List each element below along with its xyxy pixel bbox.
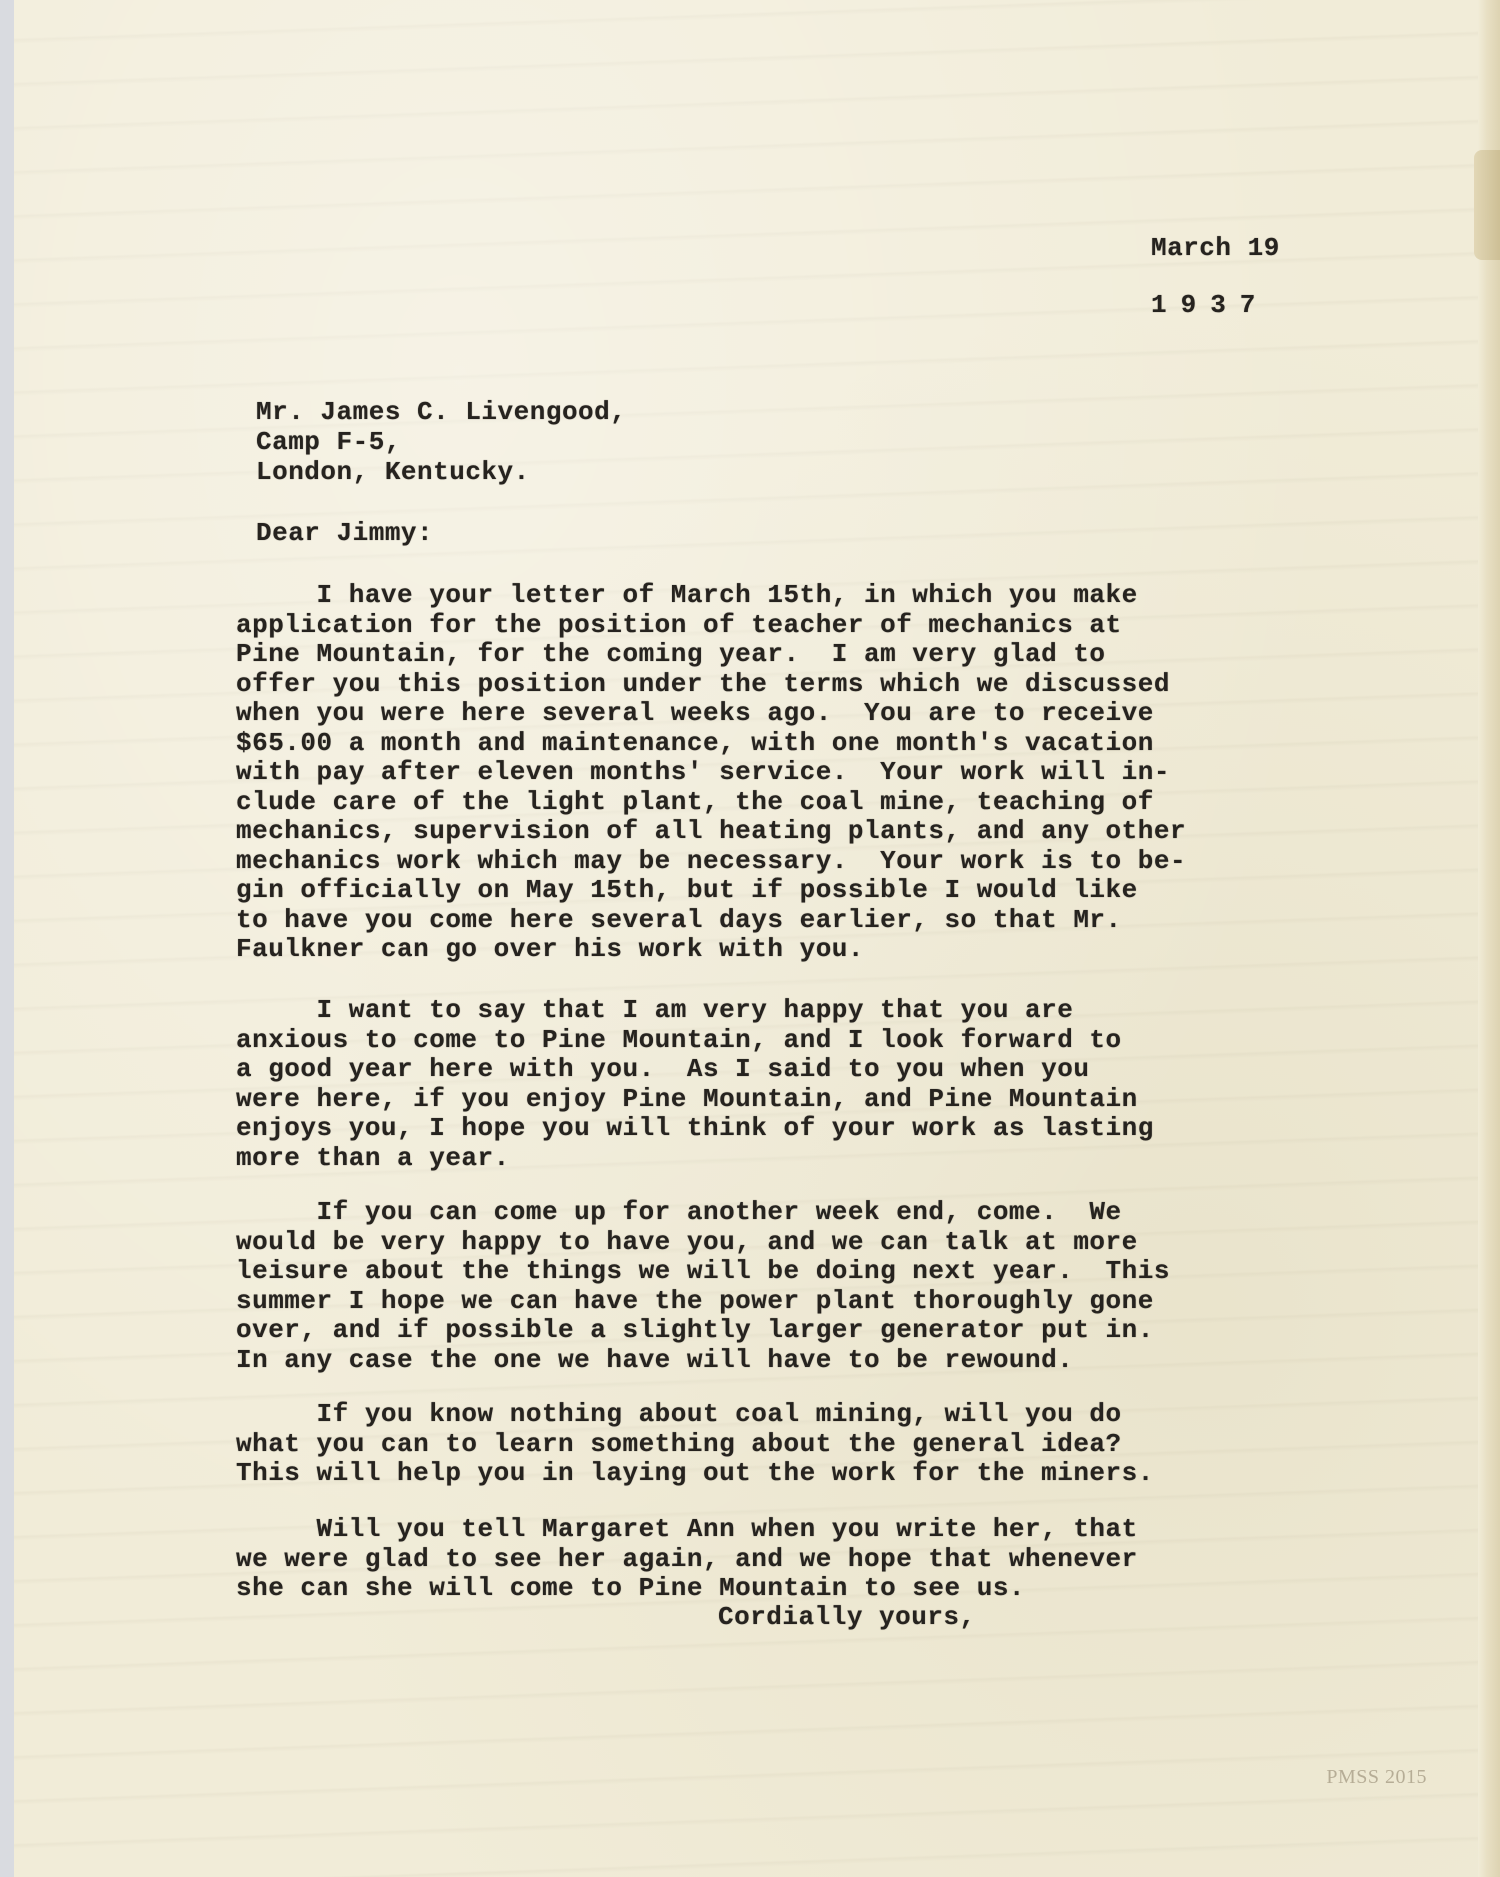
text-line: mechanics work which may be necessary. Your work is to be- [236, 845, 1187, 876]
text-line: she can she will come to Pine Mountain to see us. [236, 1573, 1026, 1603]
closing: Cordially yours, [718, 1602, 976, 1632]
paragraph-1 [236, 581, 1186, 965]
recipient-address [256, 397, 626, 487]
text-line: summer I hope we can have the power plant thoroughly gone [236, 1285, 1154, 1316]
text-line: $65.00 a month and maintenance, with one month's vacation [236, 727, 1154, 758]
paragraph-2 [236, 996, 1154, 1173]
text-line: gin officially on May 15th, but if possible I would like [236, 875, 1138, 905]
text-line: Will you tell Margaret Ann when you write her, that [236, 1514, 1138, 1544]
text-line: mechanics, supervision of all heating plants, and any other [236, 816, 1187, 846]
text-line: to have you come here several days earlier, so that Mr. [236, 904, 1122, 935]
text-line: offer you this position under the terms which we discussed [236, 668, 1170, 699]
archive-watermark: PMSS 2015 [1326, 1766, 1427, 1788]
text-line: application for the position of teacher of mechanics at [236, 609, 1122, 640]
paragraph-3 [236, 1198, 1170, 1375]
text-line: I want to say that I am very happy that you are [236, 995, 1074, 1025]
address-line: Mr. James C. Livengood, [256, 397, 627, 427]
text-line: we were glad to see her again, and we hope that whenever [236, 1543, 1138, 1574]
text-line: with pay after eleven months' service. Your work will in- [236, 757, 1170, 787]
address-line: London, Kentucky. [256, 457, 530, 487]
text-line: leisure about the things we will be doing next year. This [236, 1256, 1170, 1286]
letter-page [14, 0, 1500, 1877]
paper-tab [1474, 150, 1500, 260]
text-line: what you can to learn something about the general idea? [236, 1428, 1122, 1459]
text-line: If you know nothing about coal mining, will you do [236, 1399, 1122, 1429]
text-line: clude care of the light plant, the coal mine, teaching of [236, 786, 1154, 817]
text-line: over, and if possible a slightly larger generator put in. [236, 1315, 1154, 1345]
paragraph-4 [236, 1400, 1154, 1489]
text-line: a good year here with you. As I said to you when you [236, 1054, 1090, 1084]
text-line: If you can come up for another week end, come. We [236, 1197, 1122, 1227]
letter-year: 1937 [1151, 290, 1270, 320]
text-line: when you were here several weeks ago. You are to receive [236, 698, 1154, 728]
text-line: Pine Mountain, for the coming year. I am very glad to [236, 639, 1106, 669]
letter-date: March 19 [1151, 233, 1280, 263]
paper-edge [1478, 0, 1500, 1877]
text-line: In any case the one we have will have to be rewound. [236, 1344, 1074, 1375]
text-line: more than a year. [236, 1142, 510, 1173]
text-line: were here, if you enjoy Pine Mountain, and Pine Mountain [236, 1083, 1138, 1114]
text-line: would be very happy to have you, and we can talk at more [236, 1226, 1138, 1257]
text-line: enjoys you, I hope you will think of your work as lasting [236, 1113, 1154, 1143]
text-line: Faulkner can go over his work with you. [236, 934, 864, 964]
text-line: anxious to come to Pine Mountain, and I look forward to [236, 1024, 1122, 1055]
text-line: This will help you in laying out the work for the miners. [236, 1458, 1154, 1488]
address-line: Camp F-5, [256, 427, 401, 457]
paragraph-5 [236, 1515, 1138, 1604]
text-line: I have your letter of March 15th, in which you make [236, 580, 1138, 610]
salutation: Dear Jimmy: [256, 518, 434, 548]
